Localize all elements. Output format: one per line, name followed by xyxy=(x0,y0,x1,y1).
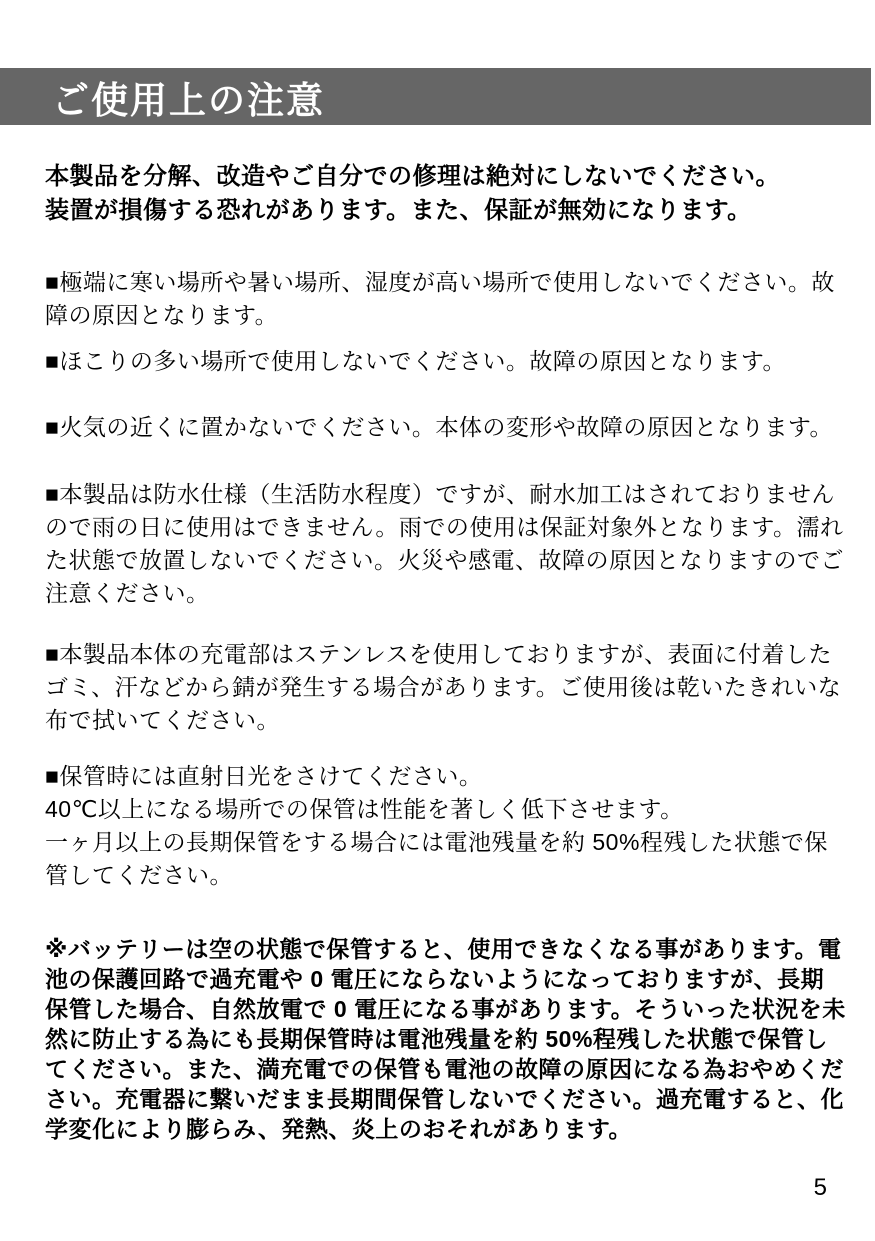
storage-line-sunlight: ■保管時には直射日光をさけてください。 xyxy=(45,763,483,789)
storage-line-longterm: 一ヶ月以上の長期保管をする場合には電池残量を約 50%程残した状態で保管してください。 xyxy=(45,829,828,888)
intro-warning-line: 本製品を分解、改造やご自分での修理は絶対にしないでください。 xyxy=(45,163,780,190)
page-title: ご使用上の注意 xyxy=(52,79,325,121)
storage-line-temperature: 40℃以上になる場所での保管は性能を著しく低下させます。 xyxy=(45,796,684,822)
precaution-item-temperature: ■極端に寒い場所や暑い場所、湿度が高い場所で使用しないでください。故障の原因となります。 xyxy=(45,269,835,328)
precaution-item-storage xyxy=(45,760,846,892)
page-content xyxy=(45,125,846,1144)
precaution-item-fire: ■火気の近くに置かないでください。本体の変形や故障の原因となります。 xyxy=(45,414,834,440)
intro-warning xyxy=(45,160,846,228)
precaution-item-dust: ■ほこりの多い場所で使用しないでください。故障の原因となります。 xyxy=(45,348,787,374)
section-header-bar xyxy=(0,68,871,125)
battery-warning: ※バッテリーは空の状態で保管すると、使用できなくなる事があります。電池の保護回路で過充電や 0 電圧にならないようになっておりますが、長期保管した場合、自然放電で 0 電圧になる事があります。そういった状況を未然に防止する為にも長期保管時は電池残量を約 50%程残した状態で保管してください。また、満充電での保管も電池の故障の原因になる為おやめください。充電器に繋いだまま長期間保管しないでください。過充電すると、化学変化により膨らみ、発熱、炎上のおそれがあります。 xyxy=(45,936,846,1142)
page-number: 5 xyxy=(813,1174,827,1201)
precaution-item-rust: ■本製品本体の充電部はステンレスを使用しておりますが、表面に付着したゴミ、汗などから錆が発生する場合があります。ご使用後は乾いたきれいな布で拭いてください。 xyxy=(45,641,842,733)
precaution-item-waterproof: ■本製品は防水仕様（生活防水程度）ですが、耐水加工はされておりませんので雨の日に使用はできません。雨での使用は保証対象外となります。濡れた状態で放置しないでください。火災や感電、故障の原因となりますのでご注意ください。 xyxy=(45,481,844,606)
intro-warning-line: 装置が損傷する恐れがあります。また、保証が無効になります。 xyxy=(45,197,752,224)
